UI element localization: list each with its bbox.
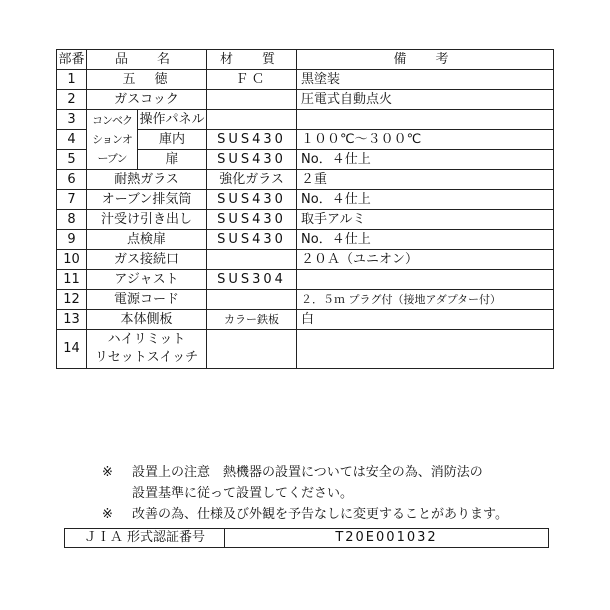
part-sub-name: 庫内 [138, 130, 207, 150]
note-mark: ※ [102, 507, 113, 522]
part-material [207, 290, 297, 310]
notes-section [102, 462, 508, 525]
part-material [207, 90, 297, 110]
note-text: 改善の為、仕様及び外観を予告なしに変更することがあります。 [132, 507, 508, 522]
table-row [57, 190, 554, 210]
part-remarks: １００℃～３００℃ [297, 130, 554, 150]
part-remarks: ２重 [297, 170, 554, 190]
table-row [57, 170, 554, 190]
part-number: 7 [57, 190, 87, 210]
table-row [57, 270, 554, 290]
part-remarks [297, 330, 554, 369]
part-remarks: 黒塗装 [297, 70, 554, 90]
part-name [87, 330, 207, 369]
note-text-continued: 設置基準に従って設置してください。 [132, 486, 354, 501]
part-material: SUS430 [207, 130, 297, 150]
part-name-line: リセットスイッチ [94, 350, 199, 365]
part-number: 14 [57, 330, 87, 369]
part-name: 電源コード [87, 290, 207, 310]
part-name: 耐熱ガラス [87, 170, 207, 190]
part-remarks: No．４仕上 [297, 190, 554, 210]
part-number: 1 [57, 70, 87, 90]
header-part-number: 部番 [57, 50, 87, 70]
table-row [57, 330, 554, 369]
part-number: 10 [57, 250, 87, 270]
part-number: 6 [57, 170, 87, 190]
part-remarks: ２０Ａ（ユニオン） [297, 250, 554, 270]
table-row [57, 70, 554, 90]
part-material [207, 250, 297, 270]
part-remarks [297, 270, 554, 290]
part-remarks: No．４仕上 [297, 150, 554, 170]
part-material: 強化ガラス [207, 170, 297, 190]
table-header-row [57, 50, 554, 70]
part-sub-name: 扉 [138, 150, 207, 170]
table-row [57, 250, 554, 270]
part-number: 9 [57, 230, 87, 250]
part-material: SUS430 [207, 230, 297, 250]
part-name: オーブン排気筒 [87, 190, 207, 210]
part-number: 8 [57, 210, 87, 230]
part-remarks [297, 110, 554, 130]
note-mark: ※ [102, 465, 113, 480]
part-number: 5 [57, 150, 87, 170]
part-number: 2 [57, 90, 87, 110]
part-material: ＦＣ [207, 70, 297, 90]
part-material: カラー鉄板 [207, 310, 297, 330]
table-row [57, 110, 554, 130]
part-number: 12 [57, 290, 87, 310]
header-part-name: 品 名 [87, 50, 207, 70]
note-text: 設置上の注意 熱機器の設置については安全の為、消防法の [132, 465, 483, 480]
table-row [57, 210, 554, 230]
note-installation [102, 462, 508, 483]
part-name: 五 徳 [87, 70, 207, 90]
table-row [57, 310, 554, 330]
part-remarks: No．４仕上 [297, 230, 554, 250]
table-row [57, 230, 554, 250]
part-material [207, 330, 297, 369]
part-name-line: ハイリミット [107, 332, 186, 347]
part-number: 11 [57, 270, 87, 290]
part-name: 点検扉 [87, 230, 207, 250]
part-name: 汁受け引き出し [87, 210, 207, 230]
part-material: SUS430 [207, 190, 297, 210]
part-remarks: ２．５ｍ プラグ付（接地アダプター付） [297, 290, 554, 310]
part-material [207, 110, 297, 130]
table-row [57, 290, 554, 310]
part-sub-name: 操作パネル [138, 110, 207, 130]
part-name: 本体側板 [87, 310, 207, 330]
part-remarks: 白 [297, 310, 554, 330]
part-remarks: 取手アルミ [297, 210, 554, 230]
part-group-label: コンベクションオーブン [92, 114, 132, 165]
certification-number: T20E001032 [225, 529, 549, 548]
part-remarks: 圧電式自動点火 [297, 90, 554, 110]
table-row [57, 90, 554, 110]
certification-table [64, 528, 549, 548]
part-material: SUS430 [207, 150, 297, 170]
part-number: 13 [57, 310, 87, 330]
part-material: SUS430 [207, 210, 297, 230]
parts-table [56, 49, 554, 369]
certification-row [65, 529, 549, 548]
header-material: 材 質 [207, 50, 297, 70]
header-remarks: 備 考 [297, 50, 554, 70]
part-name: アジャスト [87, 270, 207, 290]
part-number: 4 [57, 130, 87, 150]
part-group-name [87, 110, 138, 170]
part-name: ガス接続口 [87, 250, 207, 270]
part-name: ガスコック [87, 90, 207, 110]
part-material: SUS304 [207, 270, 297, 290]
note-improvement [102, 504, 508, 525]
certification-label: ＪＩＡ 形式認証番号 [65, 529, 225, 548]
part-number: 3 [57, 110, 87, 130]
